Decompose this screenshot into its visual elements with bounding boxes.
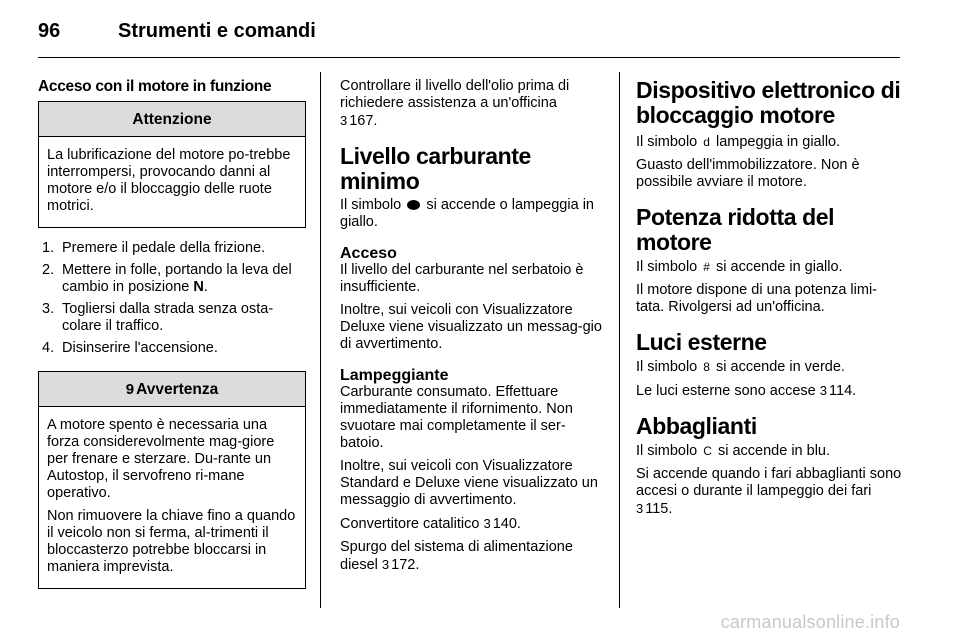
heading-high-beam: Abbaglianti <box>636 413 757 439</box>
list-item: 2. Mettere in folle, portando la leva del cambio in posizione N. <box>42 262 292 295</box>
immobilizer-symbol-text: Il simbolo d lampeggia in giallo. <box>636 134 841 150</box>
warning-title: 9 Avvertenza <box>39 372 305 407</box>
on-text-2: Inoltre, sui veicoli con Visualizzatore Deluxe viene visualizzato un messag-gio di avvertimento. <box>340 302 602 352</box>
warning-box <box>38 371 306 589</box>
flashing-text-1: Carburante consumato. Effettuare immediatamente il rifornimento. Non svuotare mai completamente il ser-batoio. <box>340 384 573 451</box>
warning-text-2: Non rimuovere la chiave fino a quando il veicolo non si ferma, al-trimenti il bloccasterzo potrebbe bloccarsi in maniera imprevista. <box>47 508 296 575</box>
column-1 <box>38 78 306 601</box>
heading-engine-running: Acceso con il motore in funzione <box>38 78 272 95</box>
column-divider-2 <box>619 72 620 608</box>
reference-arrow-icon: 3 <box>636 501 644 516</box>
list-item: 1. Premere il pedale della frizione. <box>42 240 266 256</box>
heading-reduced-power: Potenza ridotta del motore <box>636 204 835 255</box>
list-item: 4. Disinserire l'accensione. <box>42 340 218 356</box>
oil-check-text: Controllare il livello dell'olio prima di richiedere assistenza a un'officina 3 167. <box>340 78 570 129</box>
reference-arrow-icon: 3 <box>381 557 390 572</box>
immobilizer-icon: d <box>703 135 710 149</box>
reduced-power-symbol-text: Il simbolo # si accende in giallo. <box>636 259 843 275</box>
attention-text: La lubrificazione del motore po-trebbe interrompersi, provocando danni al motore e/o il bloccaggio delle ruote motrici. <box>47 147 291 214</box>
watermark: carmanualsonline.info <box>720 612 900 632</box>
list-item: 3. Togliersi dalla strada senza osta-colare il traffico. <box>42 301 274 334</box>
on-text-1: Il livello del carburante nel serbatoio è insufficiente. <box>340 262 584 295</box>
attention-title: Attenzione <box>39 102 305 137</box>
column-3 <box>636 78 904 524</box>
reference-arrow-icon: 3 <box>483 516 491 531</box>
heading-fuel-level: Livello carburante minimo <box>340 143 531 194</box>
heading-on: Acceso <box>340 245 397 262</box>
fuel-symbol-text: Il simbolo si accende o lampeggia in giallo. <box>340 197 594 230</box>
immobilizer-text: Guasto dell'immobilizzatore. Non è possibile avviare il motore. <box>636 157 860 190</box>
diesel-purge-ref: Spurgo del sistema di alimentazione diesel 3 172. <box>340 539 573 573</box>
header-rule <box>38 57 900 58</box>
reduced-power-text: Il motore dispone di una potenza limi-tata. Rivolgersi ad un'officina. <box>636 282 877 315</box>
reference-arrow-icon: 3 <box>819 383 828 398</box>
reduced-power-icon: # <box>703 260 710 274</box>
high-beam-icon: C <box>703 444 712 458</box>
flashing-text-2: Inoltre, sui veicoli con Visualizzatore Standard e Deluxe viene visualizzato un messaggio di avvertimento. <box>340 458 598 508</box>
heading-immobilizer: Dispositivo elettronico di bloccaggio motore <box>636 77 901 128</box>
exterior-lights-text: Le luci esterne sono accese 3 114. <box>636 383 857 399</box>
heading-flashing: Lampeggiante <box>340 367 449 384</box>
page-number: 96 <box>38 20 61 42</box>
section-title: Strumenti e comandi <box>118 20 316 42</box>
column-divider-1 <box>320 72 321 608</box>
steps-list <box>38 240 306 357</box>
warning-body <box>39 407 305 588</box>
warning-text-1: A motore spento è necessaria una forza considerevolmente mag-giore per frenare e sterzare. Du-rante un Autostop, il servofreno ri-mane operativo. <box>47 417 275 501</box>
exterior-lights-icon: 8 <box>703 360 710 374</box>
fuel-level-icon <box>407 200 420 210</box>
heading-exterior-lights: Luci esterne <box>636 329 767 355</box>
catalytic-ref: Convertitore catalitico 3 140. <box>340 516 521 532</box>
high-beam-symbol-text: Il simbolo C si accende in blu. <box>636 443 831 459</box>
exterior-lights-symbol-text: Il simbolo 8 si accende in verde. <box>636 359 845 375</box>
attention-body <box>39 137 305 227</box>
high-beam-text: Si accende quando i fari abbaglianti sono accesi o durante il lampeggio dei fari 3 115. <box>636 466 902 517</box>
warning-triangle-icon: 9 <box>125 381 135 398</box>
reference-arrow-icon: 3 <box>340 113 348 128</box>
column-2 <box>340 78 608 580</box>
attention-box <box>38 101 306 228</box>
